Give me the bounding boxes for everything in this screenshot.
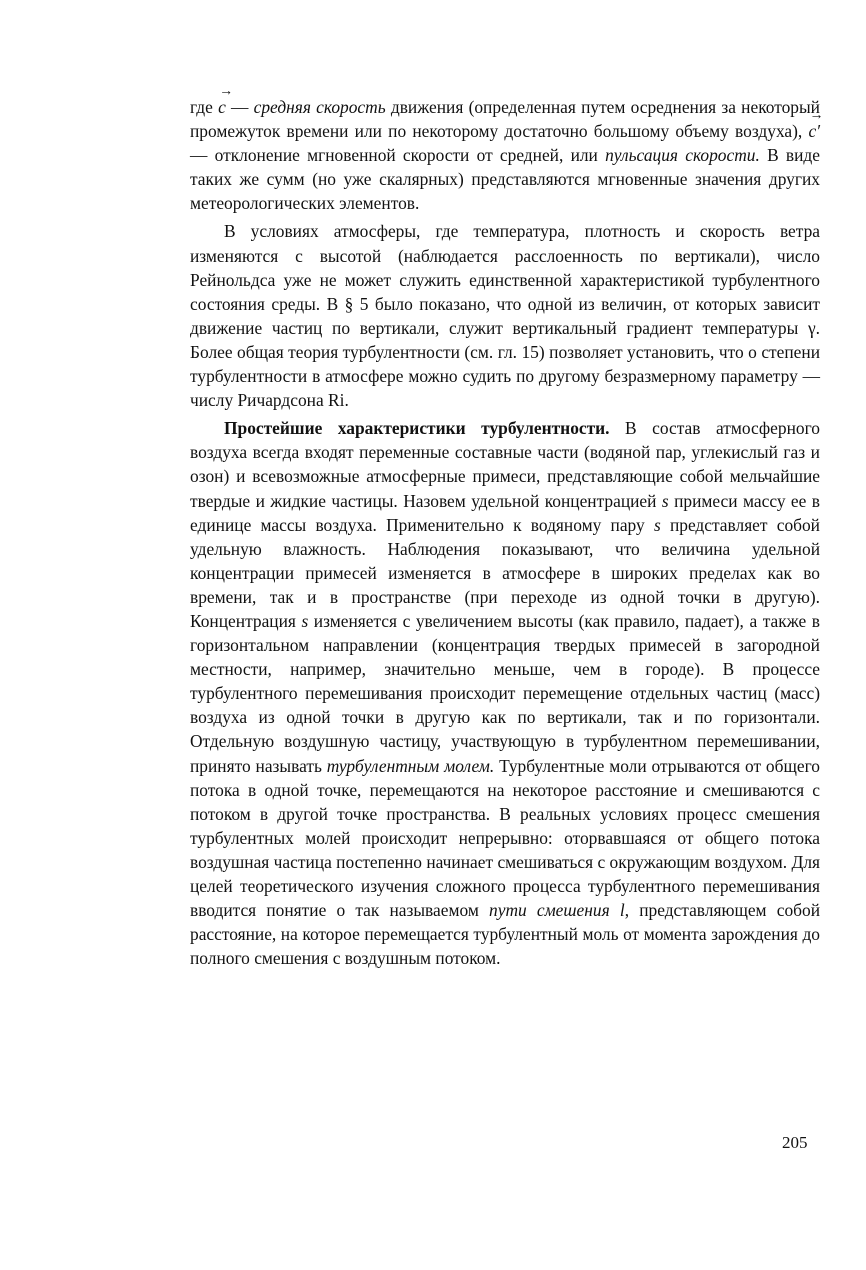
text-run: — отклонение мгновенной скорости от средней, или bbox=[190, 145, 606, 166]
velocity-deviation-vector-symbol: → c′ bbox=[808, 119, 820, 143]
symbol-s: s bbox=[301, 610, 309, 631]
paragraph-velocity-definition bbox=[190, 95, 820, 215]
text-run: В виде таких же сумм (но уже скалярных) представляются мгновенные значения других метеорологических элементов. bbox=[190, 145, 820, 214]
text-run: движения (определенная путем осреднения за некоторый промежуток времени или по некоторому достаточно большому объему воздуха), bbox=[190, 97, 820, 142]
term-mixing-length: пути смешения bbox=[489, 900, 610, 921]
text-run: изменяется с увеличением высоты (как правило, падает), а также в горизонтальном направлении (концентрация твердых примесей в загородной местности, например, значительно меньше, чем в городе). В процессе турбулентного перемешивания происходит перемещение отдельных частиц (масс) воздуха из одной точки в другую как по вертикали, так и по горизонтали. Отдельную воздушную частицу, участвующую в турбулентном перемешивании, принято называть bbox=[190, 610, 820, 776]
text-run: представляет собой удельную влажность. Наблюдения показывают, что величина удельной концентрации примесей изменяется в атмосфере в широких пределах как во времени, так и в пространстве (при переходе из одной точки в другую). Концентрация bbox=[190, 514, 820, 631]
symbol-l: l bbox=[619, 900, 625, 921]
text-run: — bbox=[225, 97, 254, 117]
term-mean-velocity: средняя скорость bbox=[253, 97, 386, 117]
text-run bbox=[610, 900, 620, 920]
paragraph-richardson-number: В условиях атмосферы, где температура, плотность и скорость ветра изменяются с высотой (наблюдается расслоенность по вертикали), число Рейнольдса уже не может служить единственной характеристикой турбулентного состояния среды. В § 5 было показано, что одной из величин, от которых зависит движение частиц по вертикали, служит вертикальный градиент температуры γ. Более общая теория турбулентности (см. гл. 15) позволяет установить, что о степени турбулентности в атмосфере можно судить по другому безразмерному параметру — числу Ричардсона Ri. bbox=[190, 221, 820, 411]
section-heading: Простейшие характеристики турбулентности. bbox=[224, 418, 610, 439]
symbol-s: s bbox=[661, 490, 669, 511]
page-text-block bbox=[190, 95, 820, 970]
paragraph-turbulence-characteristics bbox=[190, 416, 820, 970]
term-velocity-pulsation: пульсация скорости. bbox=[605, 145, 760, 166]
term-turbulent-mole: турбулентным молем. bbox=[326, 755, 495, 776]
text-run: примеси массу ее в единице массы воздуха. Применительно к водяному пару bbox=[190, 490, 820, 535]
symbol-s: s bbox=[653, 514, 661, 535]
text-run: где bbox=[190, 97, 219, 117]
text-run: Турбулентные моли отрываются от общего потока в одной точке, перемещаются на некоторое расстояние и смешиваются с потоком в другой точке пространства. В реальных условиях процесс смешения турбулентных молей происходит непрерывно: оторвавшаяся от общего потока воздушная частица постепенно начинает смешиваться с окружающим воздухом. Для целей теоретического изучения сложного процесса турбулентного перемешивания вводится понятие о так называемом bbox=[190, 755, 820, 921]
text-run: В состав атмосферного воздуха всегда входят переменные составные части (водяной пар, углекислый газ и озон) и всевозможные атмосферные примеси, представляющие собой мельчайшие твердые и жидкие частицы. Назовем удельной концентрацией bbox=[190, 418, 820, 511]
page-number: 205 bbox=[782, 1133, 808, 1152]
mean-velocity-vector-symbol: → c bbox=[218, 95, 226, 119]
text-run: , представляющем собой расстояние, на которое перемещается турбулентный моль от момента зарождения до полного смешения с воздушным потоком. bbox=[190, 900, 820, 969]
